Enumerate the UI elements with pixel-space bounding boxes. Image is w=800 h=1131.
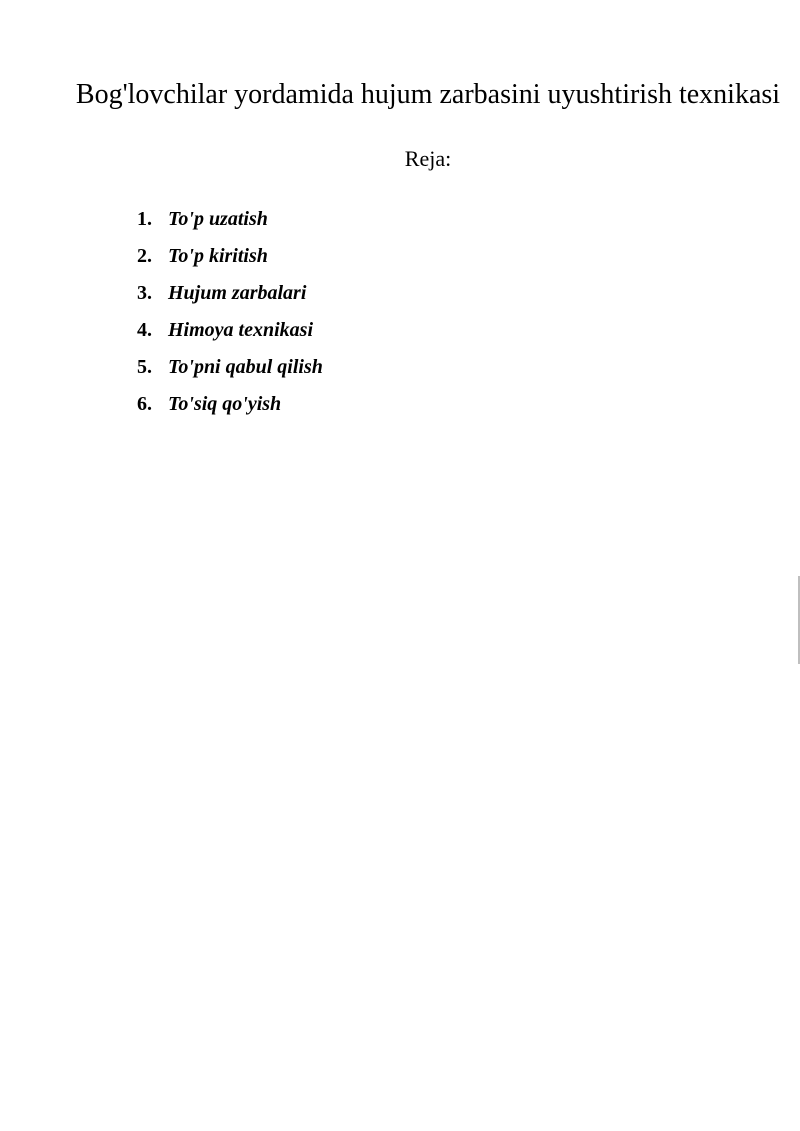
plan-item-number: 1. (137, 208, 152, 230)
plan-item-text: Himoya texnikasi (168, 319, 313, 341)
plan-heading: Reja: (404, 146, 452, 171)
plan-item-number: 4. (137, 319, 152, 341)
plan-item (137, 278, 323, 315)
plan-item (137, 315, 323, 352)
document-title: Bog'lovchilar yordamida hujum zarbasini uyushtirish texnikasi (75, 79, 781, 110)
plan-item-number: 6. (137, 393, 152, 415)
plan-item-text: To'pni qabul qilish (168, 356, 323, 378)
plan-item-text: To'p kiritish (168, 245, 268, 267)
plan-item (137, 241, 323, 278)
plan-item (137, 352, 323, 389)
plan-item-number: 3. (137, 282, 152, 304)
plan-item-number: 5. (137, 356, 152, 378)
plan-item (137, 389, 323, 426)
plan-item-text: To'p uzatish (168, 208, 268, 230)
plan-list (137, 204, 323, 426)
plan-item (137, 204, 323, 241)
plan-item-text: To'siq qo'yish (168, 393, 282, 415)
plan-item-number: 2. (137, 245, 152, 267)
plan-item-text: Hujum zarbalari (168, 282, 307, 304)
